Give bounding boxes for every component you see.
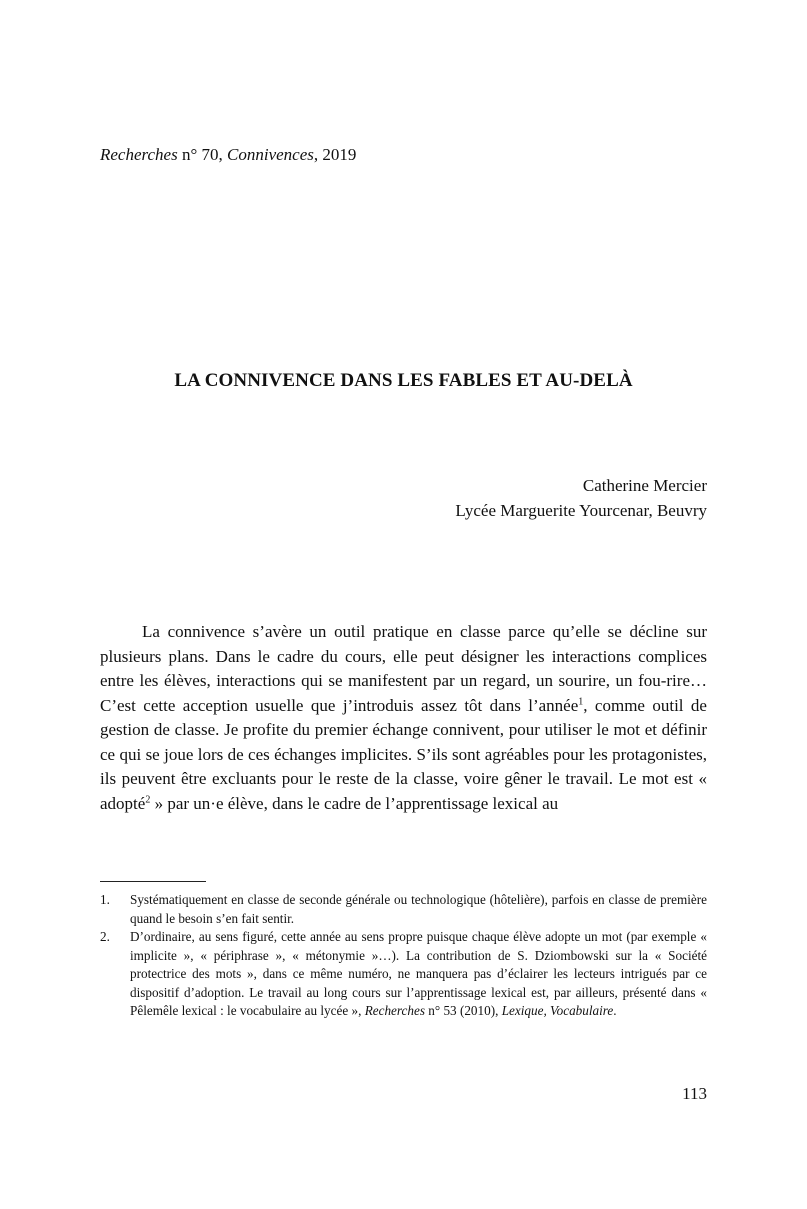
page-number: 113 <box>682 1084 707 1103</box>
issue-theme: Connivences <box>227 145 314 164</box>
footnote-text: Systématiquement en classe de seconde générale ou technologique (hôtelière), parfois en classe de première quand le besoin s’en fait sentir. <box>130 892 707 926</box>
footnote-ref-2[interactable]: 2 <box>145 793 151 805</box>
footnote-divider <box>100 881 206 882</box>
footnote-ref-1[interactable]: 1 <box>578 695 584 707</box>
footnote-text: . <box>613 1003 617 1018</box>
author-affiliation: Lycée Marguerite Yourcenar, Beuvry <box>455 501 707 520</box>
article-title: LA CONNIVENCE DANS LES FABLES ET AU-DELÀ <box>174 370 633 391</box>
footnote-2 <box>100 928 707 1021</box>
author-block <box>455 473 707 523</box>
body-text-part: , comme outil de gestion de classe. Je profite du premier échange connivent, pour utiliser le mot et définir ce qui se joue lors de ces échanges implicites. S’ils sont agréables pour les protagonistes, ils peuvent être excluants pour le reste de la classe, voire gêner le travail. Le mot est « adopté <box>100 695 707 813</box>
body-text-part: La connivence s’avère un outil pratique en classe parce qu’elle se décline sur plusieurs plans. Dans le cadre du cours, elle peut désigner les interactions complices entre les élèves, interactions qui se manifestent par un regard, un sourire, un fou-rire… C’est cette acception usuelle que j’introduis assez tôt dans l’année <box>100 622 707 715</box>
footnote-journal-ref: Recherches <box>364 1003 425 1018</box>
issue-year: , 2019 <box>313 145 357 164</box>
footnote-text: n° 53 (2010), <box>425 1003 502 1018</box>
journal-name: Recherches <box>100 145 178 164</box>
footnotes <box>100 891 707 1021</box>
footnote-text: D’ordinaire, au sens figuré, cette année au sens propre puisque chaque élève adopte un mot (par exemple « implicite », « périphrase », « métonymie »…). La contribution de S. Dziombowski sur la « Société protectrice des mots », dans ce même numéro, ne manquera pas d’éclairer les lecteurs intrigués par ce dispositif d’adoption. Le travail au long cours sur l’apprentissage lexical est, par ailleurs, présenté dans « Pêlemêle lexical : le vocabulaire au lycée », <box>130 929 707 1018</box>
issue-number: n° 70, <box>181 145 223 164</box>
footnote-theme-ref: Lexique, Vocabulaire <box>501 1003 614 1018</box>
footnote-number: 2. <box>100 929 110 944</box>
body-text-part: » par un·e élève, dans le cadre de l’apprentissage lexical au <box>150 793 559 813</box>
author-name: Catherine Mercier <box>582 476 707 495</box>
footnote-number: 1. <box>100 892 110 907</box>
running-header <box>100 145 356 165</box>
footnote-1 <box>100 891 707 928</box>
body-paragraph <box>100 620 707 816</box>
